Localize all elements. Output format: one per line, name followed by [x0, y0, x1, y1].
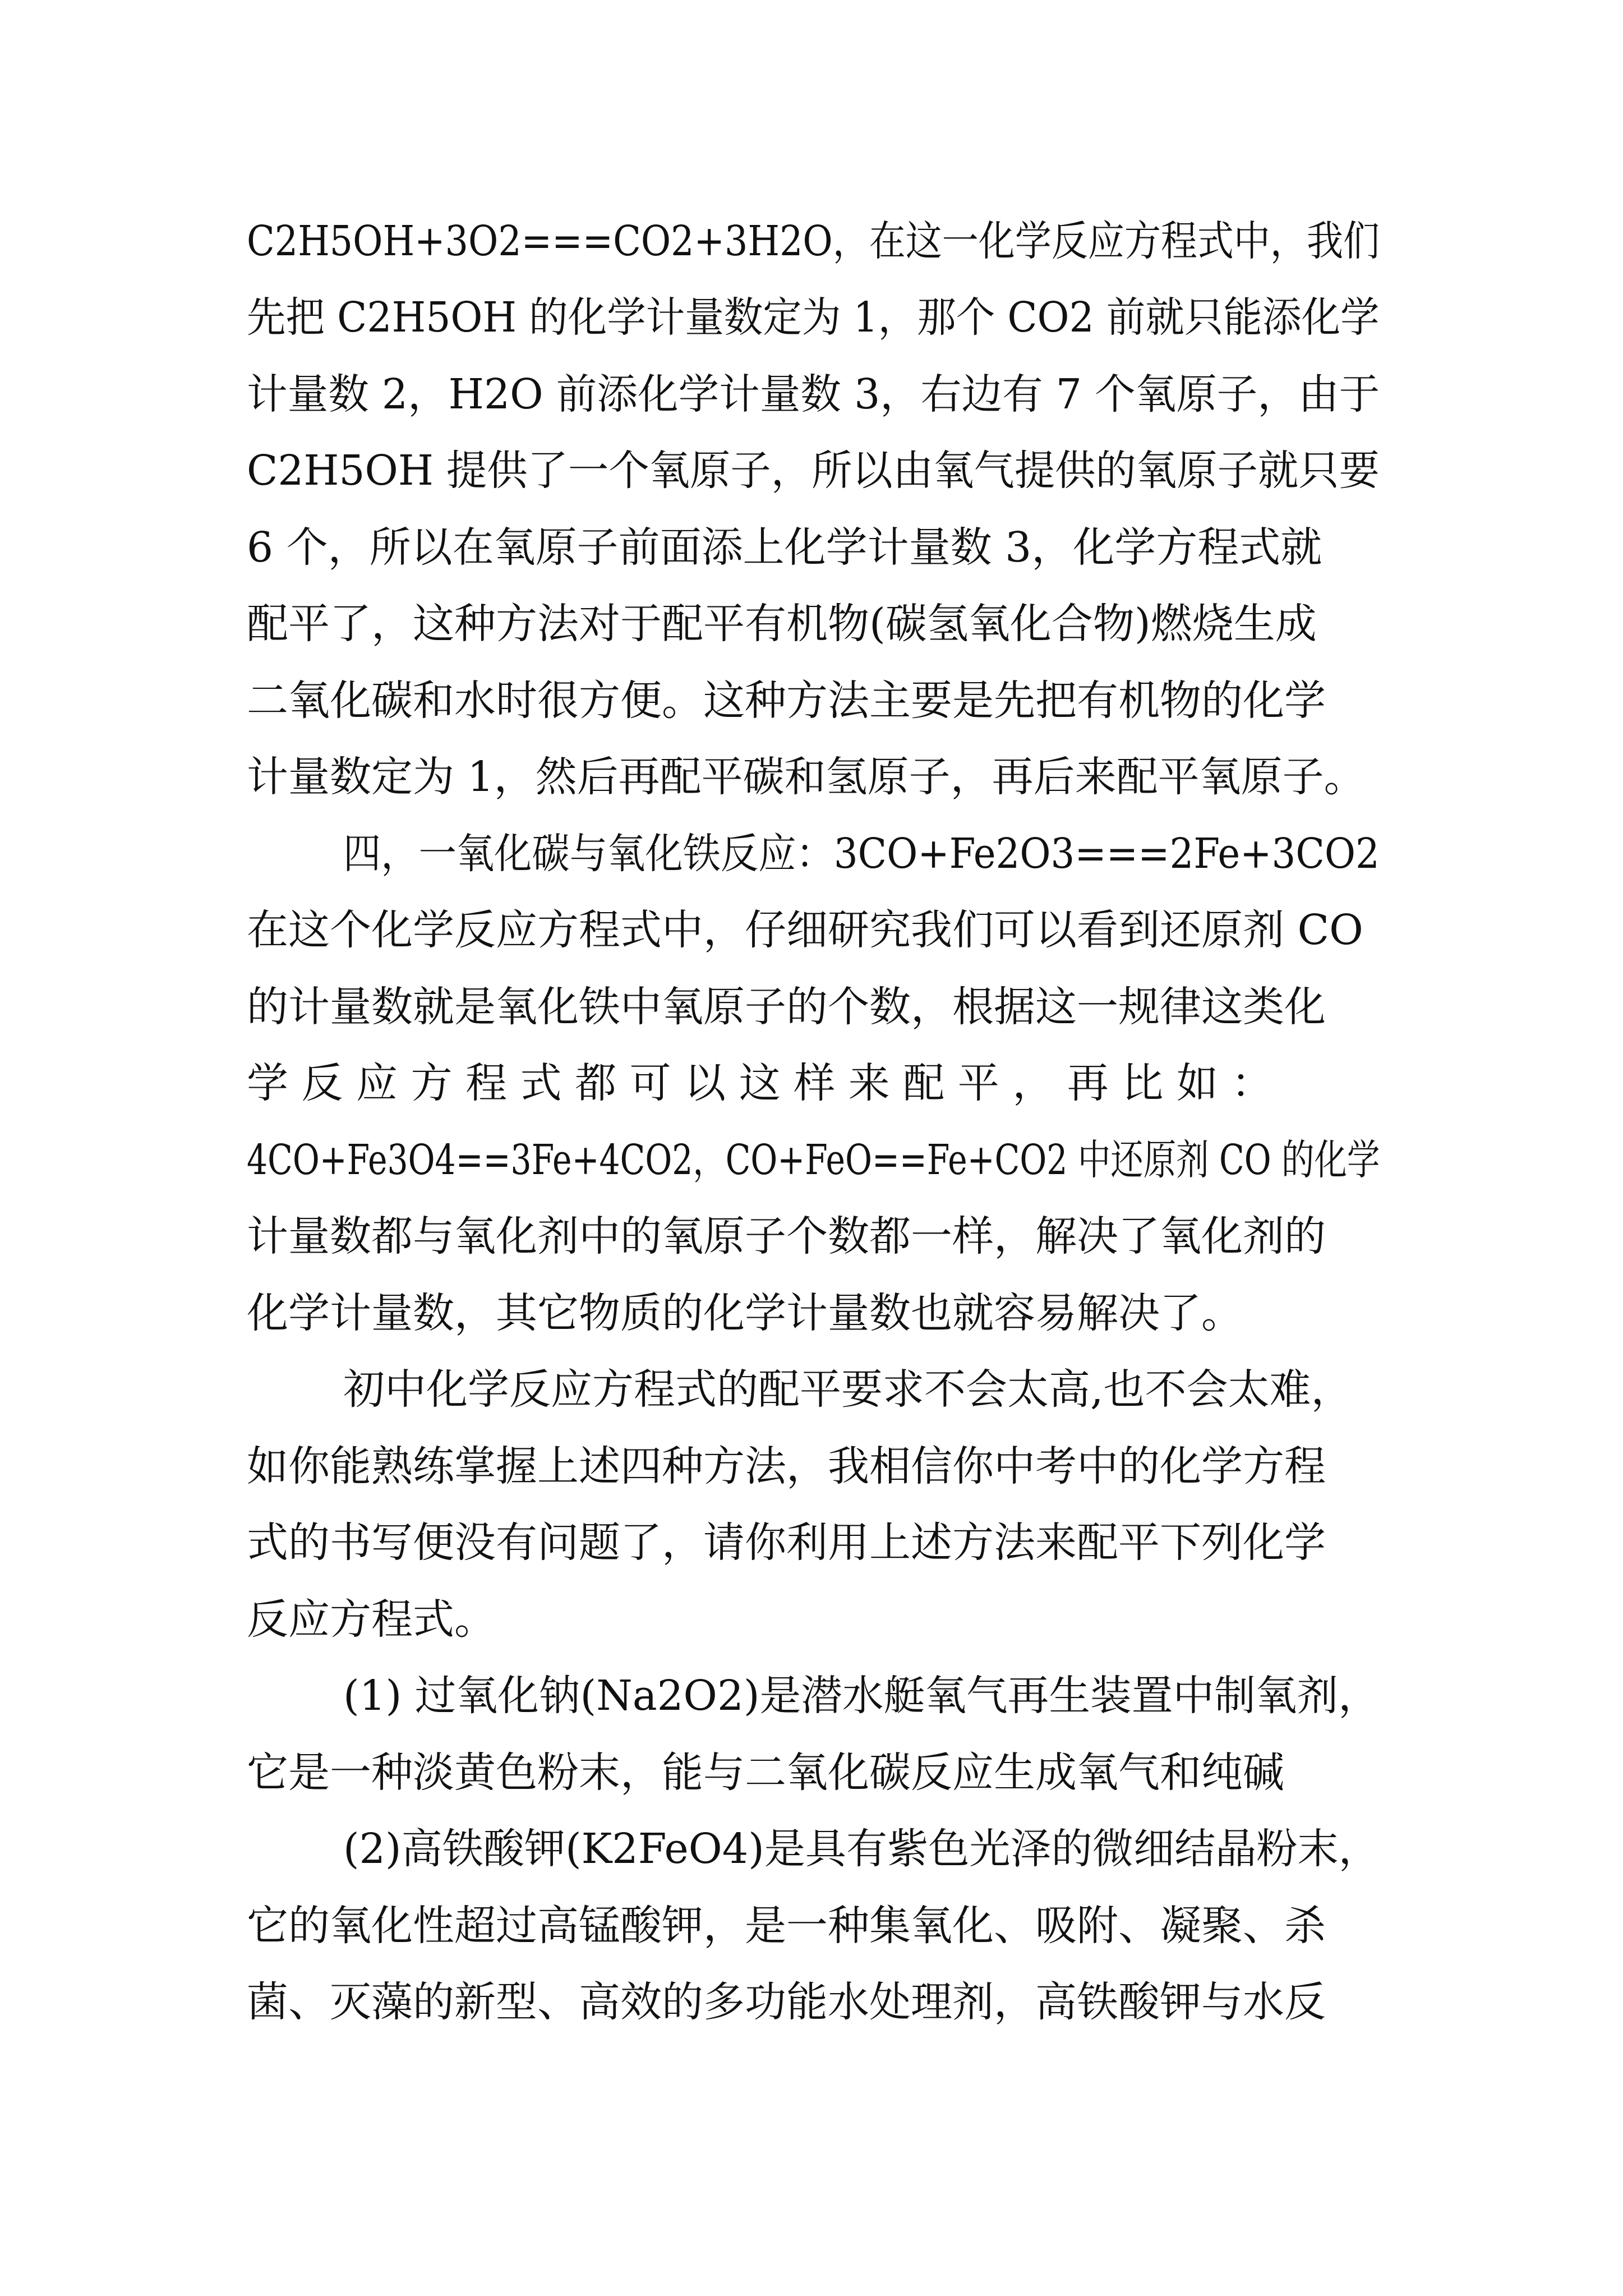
text-line-1: C2H5OH+3O2===CO2+3H2O，在这一化学反应方程式中，我们	[247, 217, 1380, 265]
text-line-7: 二氧化碳和水时很方便。这种方法主要是先把有机物的化学	[247, 677, 1326, 725]
text-line-12: 学 反 应 方 程 式 都 可 以 这 样 来 配 平 ， 再 比 如 ：	[247, 1059, 1273, 1107]
text-line-17: 如你能熟练掌握上述四种方法，我相信你中考中的化学方程	[247, 1442, 1326, 1490]
text-line-18: 式的书写便没有问题了，请你利用上述方法来配平下列化学	[247, 1519, 1326, 1567]
text-line-5: 6 个，所以在氧原子前面添上化学计量数 3，化学方程式就	[247, 523, 1322, 572]
text-line-16: 初中化学反应方程式的配平要求不会太高,也不会太难，	[343, 1365, 1353, 1414]
text-line-3: 计量数 2，H2O 前添化学计量数 3，右边有 7 个氧原子，由于	[247, 370, 1380, 418]
text-line-9: 四，一氧化碳与氧化铁反应：3CO+Fe2O3===2Fe+3CO2	[343, 830, 1380, 878]
text-line-20: (1) 过氧化钠(Na2O2)是潜水艇氧气再生装置中制氧剂，	[343, 1672, 1380, 1720]
text-line-21: 它是一种淡黄色粉末，能与二氧化碳反应生成氧气和纯碱	[247, 1749, 1284, 1797]
text-line-4: C2H5OH 提供了一个氧原子，所以由氧气提供的氧原子就只要	[247, 447, 1380, 495]
text-line-19: 反应方程式。	[247, 1595, 496, 1644]
text-line-15: 化学计量数，其它物质的化学计量数也就容易解决了。	[247, 1289, 1243, 1337]
text-line-8: 计量数定为 1，然后再配平碳和氢原子，再后来配平氧原子。	[247, 753, 1366, 801]
text-line-6: 配平了，这种方法对于配平有机物(碳氢氧化合物)燃烧生成	[247, 600, 1317, 648]
text-line-2: 先把 C2H5OH 的化学计量数定为 1，那个 CO2 前就只能添化学	[247, 293, 1380, 342]
text-line-11: 的计量数就是氧化铁中氧原子的个数，根据这一规律这类化	[247, 983, 1326, 1031]
text-line-22: (2)高铁酸钾(K2FeO4)是具有紫色光泽的微细结晶粉末，	[343, 1825, 1380, 1873]
text-line-13: 4CO+Fe3O4==3Fe+4CO2，CO+FeO==Fe+CO2 中还原剂 CO 的化学	[247, 1136, 1380, 1184]
text-line-23: 它的氧化性超过高锰酸钾，是一种集氧化、吸附、凝聚、杀	[247, 1902, 1326, 1950]
text-line-24: 菌、灭藻的新型、高效的多功能水处理剂，高铁酸钾与水反	[247, 1978, 1326, 2026]
text-line-10: 在这个化学反应方程式中，仔细研究我们可以看到还原剂 CO	[247, 906, 1363, 954]
text-line-14: 计量数都与氧化剂中的氧原子个数都一样，解决了氧化剂的	[247, 1212, 1326, 1260]
